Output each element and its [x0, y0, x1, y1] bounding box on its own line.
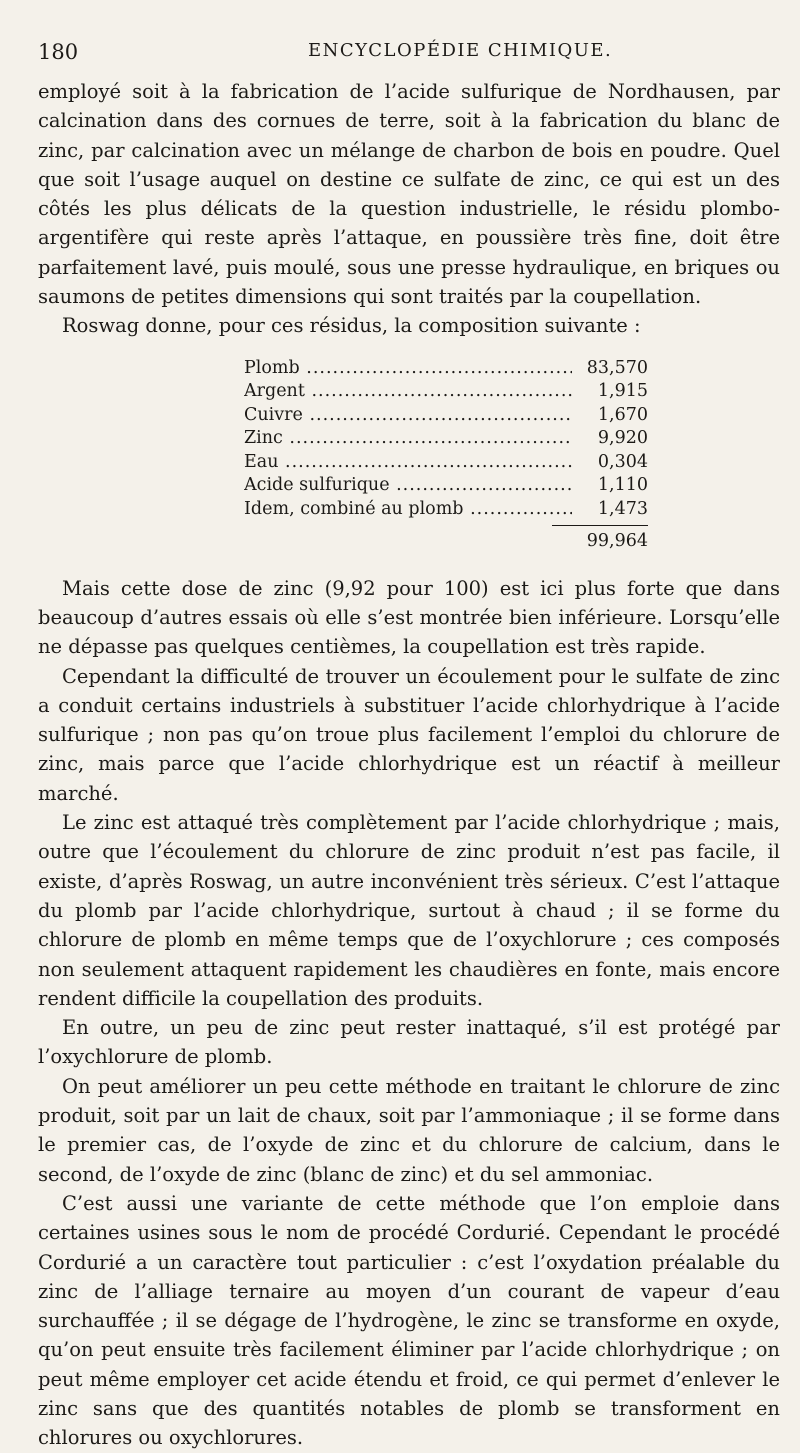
paragraph-lead-attack: Le zinc est attaqué très complètement par l’acide chlorhydrique ; mais, outre que l’écoulement du chlorure de zinc produit n’est pas facile, il existe, d’après Roswag, un autre inconvénient très sérieux. C’est l’attaque du plomb par l’acide chlorhydrique, surtout à chaud ; il se forme du chlorure de plomb en même temps que de l’oxychlorure ; ces composés non seulement attaquent rapidement les chaudières en fonte, mais encore rendent difficile la coupellation des produits.	[38, 811, 780, 1010]
page-header	[38, 40, 778, 74]
body-text	[38, 77, 780, 1453]
composition-value: 1,670	[572, 404, 648, 428]
paragraph-unattacked-zinc: En outre, un peu de zinc peut rester inattaqué, s’il est protégé par l’oxychlorure de plomb.	[38, 1016, 780, 1069]
paragraph-hydrochloric-substitution: Cependant la difficulté de trouver un écoulement pour le sulfate de zinc a conduit certains industriels à substituer l’acide chlorhydrique à l’acide sulfurique ; non pas qu’on troue plus facilement l’emploi du chlorure de zinc, mais parce que l’acide chlorhydrique est un réactif à meilleur marché.	[38, 664, 780, 805]
composition-row	[244, 451, 648, 475]
composition-value: 1,915	[572, 380, 648, 404]
composition-row	[244, 380, 648, 404]
composition-label: Plomb .....	[244, 357, 572, 381]
composition-value: 1,473	[572, 498, 648, 522]
composition-value: 83,570	[572, 357, 648, 381]
paragraph-continued: employé soit à la fabrication de l’acide sulfurique de Nordhausen, par calcination dans des cornues de terre, soit à la fabrication du blanc de zinc, par calcination avec un mélange de charbon de bois en poudre. Quel que soit l’usage auquel on destine ce sulfate de zinc, ce qui est un des côtés les plus délicats de la question industrielle, le résidu plombo-argentifère qui reste après l’attaque, en poussière très fine, doit être parfaitement lavé, puis moulé, sous une presse hydraulique, en briques ou saumons de petites dimensions qui sont traités par la coupellation.	[38, 80, 780, 309]
running-title: ENCYCLOPÉDIE CHIMIQUE.	[308, 40, 613, 61]
paragraph-composition-intro: Roswag donne, pour ces résidus, la composition suivante :	[62, 314, 641, 338]
composition-value: 1,110	[572, 474, 648, 498]
paragraph-improvement: On peut améliorer un peu cette méthode en traitant le chlorure de zinc produit, soit par un lait de chaux, soit par l’ammoniaque ; il se forme dans le premier cas, de l’oxyde de zinc et du chlorure de calcium, dans le second, de l’oxyde de zinc (blanc de zinc) et du sel ammoniac.	[38, 1074, 780, 1186]
composition-row	[244, 474, 648, 498]
composition-value: 9,920	[572, 427, 648, 451]
composition-label: Zinc .....	[244, 427, 572, 451]
composition-row	[244, 427, 648, 451]
composition-total: 99,964	[586, 531, 648, 552]
composition-label: Idem, combiné au plomb .....	[244, 498, 572, 522]
composition-label: Cuivre .....	[244, 404, 572, 428]
composition-label: Acide sulfurique .....	[244, 474, 572, 498]
composition-row	[244, 357, 648, 381]
composition-row	[244, 498, 648, 522]
page-number: 180	[38, 40, 79, 64]
paragraph-zinc-dose: Mais cette dose de zinc (9,92 pour 100) est ici plus forte que dans beaucoup d’autres essais où elle s’est montrée bien inférieure. Lorsqu’elle ne dépasse pas quelques centièmes, la coupellation est très rapide.	[38, 576, 780, 659]
composition-label: Eau .....	[244, 451, 572, 475]
composition-row	[244, 404, 648, 428]
composition-table	[244, 357, 648, 554]
composition-label: Argent .....	[244, 380, 572, 404]
composition-value: 0,304	[572, 451, 648, 475]
paragraph-cordurie-process: C’est aussi une variante de cette méthode que l’on emploie dans certaines usines sous le nom de procédé Cordurié. Cependant le procédé Cordurié a un caractère tout particulier : c’est l’oxydation préalable du zinc de l’alliage ternaire au moyen d’un courant de vapeur d’eau surchauffée ; il se dégage de l’hydrogène, le zinc se transforme en oxyde, qu’on peut ensuite très facilement éliminer par l’acide chlorhydrique ; on peut même employer cet acide étendu et froid, ce qui permet d’enlever le zinc sans que des quantités notables de plomb se transforment en chlorures ou oxychlorures.	[38, 1191, 780, 1450]
total-rule	[552, 525, 648, 526]
